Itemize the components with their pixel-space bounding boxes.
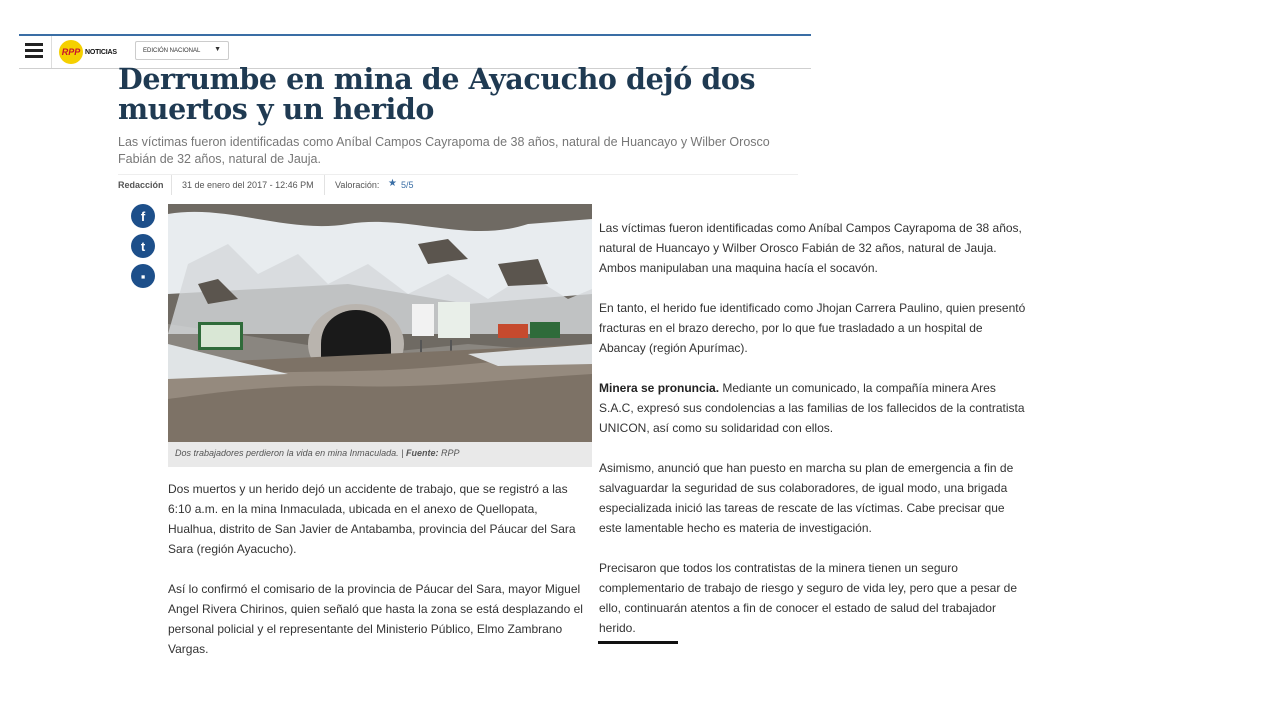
meta-divider <box>324 175 325 195</box>
article-subtitle: Las víctimas fueron identificadas como Aníbal Campos Cayrapoma de 38 años, natural de Huancayo y Wilber Orosco Fabián de 32 años, natural de Jauja. <box>118 135 770 166</box>
body-paragraph: Así lo confirmó el comisario de la provincia de Páucar del Sara, mayor Miguel Angel Rivera Chirinos, quien señaló que hasta la zona se está desplazando el personal policial y el representante del Ministerio Público, Elmo Zambrano Vargas. <box>168 582 583 656</box>
rpp-logo[interactable] <box>59 40 117 64</box>
mine-entrance-image <box>168 204 592 442</box>
rating-value: 5/5 <box>401 180 414 190</box>
nav-divider <box>51 36 52 68</box>
body-paragraph: Dos muertos y un herido dejó un accidente de trabajo, que se registró a las 6:10 a.m. en la mina Inmaculada, ubicada en el anexo de Quellopata, Hualhua, distrito de San Javier de Antabamba, provincia del Páucar del Sara Sara (región Ayacucho). <box>168 482 576 556</box>
twitter-icon: t <box>140 238 146 254</box>
body-paragraph: Las víctimas fueron identificadas como Aníbal Campos Cayrapoma de 38 años, natural de Huancayo y Wilber Orosco Fabián de 32 años, natural de Jauja. Ambos manipulaban una maquina hacía el socavón. <box>599 221 1022 275</box>
meta-divider <box>171 175 172 195</box>
article-photo <box>168 204 592 442</box>
body-paragraph: Asimismo, anunció que han puesto en marcha su plan de emergencia a fin de salvaguardar la seguridad de sus colaboradores, de igual modo, una brigada especializada inició las tareas de rescate de las víctimas. Cabe precisar que este lamentable hecho es materia de investigación. <box>599 461 1014 535</box>
body-paragraph-minera <box>599 378 1029 438</box>
caption-text: Dos trabajadores perdieron la vida en mina Inmaculada. | <box>175 448 406 458</box>
image-caption <box>168 442 592 467</box>
twitter-share-button[interactable] <box>131 234 155 258</box>
caption-source: RPP <box>438 448 460 458</box>
publish-date: 31 de enero del 2017 - 12:46 PM <box>182 180 314 190</box>
edition-selector[interactable] <box>135 41 229 60</box>
comments-button[interactable] <box>131 264 155 288</box>
article-title: Derrumbe en mina de Ayacucho dejó dos muertos y un herido <box>118 62 756 126</box>
body-paragraph: En tanto, el herido fue identificado como Jhojan Carrera Paulino, quien presentó fracturas en el brazo derecho, por lo que fue trasladado a un hospital de Abancay (región Apurímac). <box>599 301 1026 355</box>
author-name[interactable]: Redacción <box>118 180 164 190</box>
chevron-down-icon: ▼ <box>214 46 221 53</box>
caption-source-label: Fuente: <box>405 448 439 458</box>
star-icon[interactable]: ★ <box>388 178 397 189</box>
paragraph-lead: Minera se pronuncia. <box>599 381 720 395</box>
menu-icon[interactable] <box>25 43 43 59</box>
comment-icon: ▪ <box>140 268 146 284</box>
edition-label: EDICIÓN NACIONAL <box>143 47 201 54</box>
logo-word: NOTICIAS <box>85 48 117 56</box>
rating-label: Valoración: <box>335 180 380 190</box>
article-meta <box>118 174 798 197</box>
paragraph-text: Mediante un comunicado, la compañía minera Ares S.A.C, expresó sus condolencias a las familias de los fallecidos de la contratista UNICON, así como su solidaridad con ellos. <box>599 381 1025 435</box>
logo-mark: RPP <box>59 40 83 64</box>
facebook-share-button[interactable] <box>131 204 155 228</box>
facebook-icon: f <box>140 208 146 224</box>
selection-bar <box>598 641 678 644</box>
body-paragraph: Precisaron que todos los contratistas de la minera tienen un seguro complementario de trabajo de riesgo y seguro de vida ley, pero que a pesar de ello, continuarán atentos a fin de conocer el estado de salud del trabajador herido. <box>599 561 1018 635</box>
